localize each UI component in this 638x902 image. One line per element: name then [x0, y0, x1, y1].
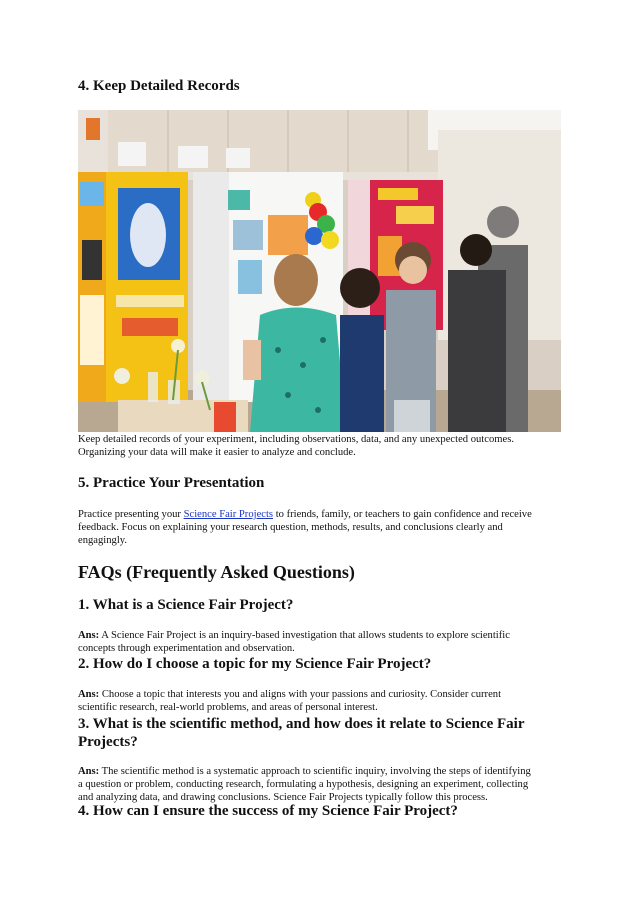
faq-answer-1-line-2: concepts through experimentation and observation. — [78, 643, 295, 654]
practice-paragraph — [78, 508, 568, 547]
faq-question-3-line-2: Projects? — [78, 734, 138, 750]
faq-answer-3-line-2: a question or problem, conducting research, formulating a hypothesis, designing an experiment, collecting — [78, 779, 529, 790]
faqs-heading: FAQs (Frequently Asked Questions) — [78, 562, 355, 582]
science-fair-photo — [78, 110, 561, 432]
faq-answer-2-line-1: Choose a topic that interests you and aligns with your passions and curiosity. Consider current — [99, 689, 502, 700]
faq-answer-3-line-3: and analyzing data, and drawing conclusions. Science Fair Projects typically follow this process. — [78, 792, 488, 803]
practice-line-2: feedback. Focus on explaining your research question, methods, results, and conclusions clearly and — [78, 522, 503, 533]
caption-paragraph — [78, 433, 568, 459]
faq-answer-1 — [78, 629, 568, 655]
practice-text-before: Practice presenting your — [78, 509, 184, 520]
caption-line-1: Keep detailed records of your experiment, including observations, data, and any unexpected outcomes. — [78, 434, 514, 445]
faq-question-2: 2. How do I choose a topic for my Science Fair Project? — [78, 656, 432, 672]
faq-answer-2-line-2: scientific research, real-world problems, and areas of personal interest. — [78, 702, 378, 713]
section-heading-practice: 5. Practice Your Presentation — [78, 475, 265, 491]
ans-label: Ans: — [78, 630, 100, 641]
faq-answer-1-line-1: A Science Fair Project is an inquiry-based investigation that allows students to explore scientific — [99, 630, 510, 641]
caption-line-2: Organizing your data will make it easier to analyze and conclude. — [78, 447, 356, 458]
section-heading-keep-records: 4. Keep Detailed Records — [78, 78, 240, 94]
ans-label: Ans: — [78, 689, 100, 700]
faq-question-1: 1. What is a Science Fair Project? — [78, 597, 294, 613]
faq-answer-2 — [78, 688, 568, 714]
faq-answer-3 — [78, 765, 568, 804]
faq-question-4: 4. How can I ensure the success of my Science Fair Project? — [78, 803, 458, 819]
science-fair-projects-link[interactable]: Science Fair Projects — [183, 509, 274, 520]
ans-label: Ans: — [78, 766, 100, 777]
practice-line-3: engagingly. — [78, 535, 128, 546]
faq-question-3 — [78, 715, 524, 751]
practice-text-after: to friends, family, or teachers to gain confidence and receive — [273, 509, 532, 520]
faq-answer-3-line-1: The scientific method is a systematic approach to scientific inquiry, involving the steps of identifying — [99, 766, 531, 777]
faq-question-3-line-1: 3. What is the scientific method, and how does it relate to Science Fair — [78, 716, 525, 732]
